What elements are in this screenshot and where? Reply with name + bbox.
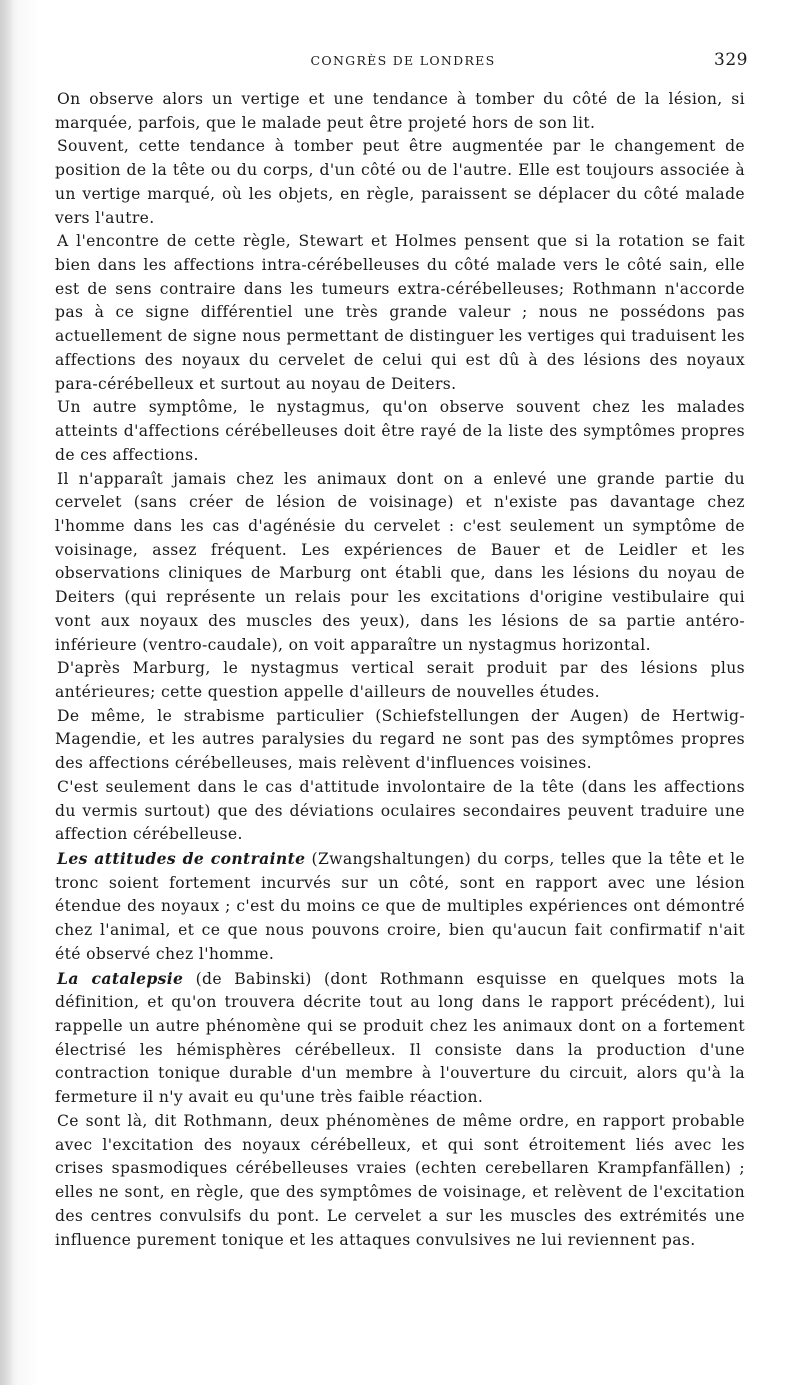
paragraph: Ce sont là, dit Rothmann, deux phénomènes de même ordre, en rapport probable avec l'excitation des noyaux cérébelleux, et qui sont étroitement liés avec les crises spasmodiques cérébelleuses vraies (echten cerebellaren Krampfanfällen) ; elles ne sont, en règle, que des symptômes de voisinage, et relèvent de l'excitation des centres convulsifs du pont. Le cervelet a sur les muscles des extrémités une influence purement tonique et les attaques convulsives ne lui reviennent pas. [55, 1111, 745, 1249]
page-binding-shadow [0, 0, 14, 1385]
page-header [58, 50, 748, 74]
paragraph: On observe alors un vertige et une tendance à tomber du côté de la lésion, si marquée, parfois, que le malade peut être projeté hors de son lit. [55, 90, 745, 132]
paragraph: Les attitudes de contrainte (Zwangshaltungen) du corps, telles que la tête et le tronc soient fortement incurvés sur un côté, sont en rapport avec une lésion étendue des noyaux ; c'est du moins ce que de multiples expériences ont démontré chez l'animal, et ce que nous pouvons croire, bien qu'aucun fait confirmatif n'ait été observé chez l'homme. [55, 849, 746, 963]
paragraph: La catalepsie (de Babinski) (dont Rothmann esquisse en quelques mots la définition, et qu'on trouvera décrite tout au long dans le rapport précédent), lui rappelle un autre phénomène qui se produit chez les animaux dont on a fortement électrisé les hémisphères cérébelleux. Il consiste dans la production d'une contraction tonique durable d'un membre à l'ouverture du circuit, alors qu'à la fermeture il n'y avait eu qu'une très faible réaction. [55, 968, 745, 1107]
paragraph: D'après Marburg, le nystagmus vertical serait produit par des lésions plus antérieures; cette question appelle d'ailleurs de nouvelles études. [55, 659, 745, 701]
paragraph: C'est seulement dans le cas d'attitude involontaire de la tête (dans les affections du vermis surtout) que des déviations oculaires secondaires peuvent traduire une affection cérébelleuse. [55, 777, 745, 844]
page-number: 329 [714, 50, 748, 70]
running-title: CONGRÈS DE LONDRES [310, 53, 496, 68]
paragraph: Un autre symptôme, le nystagmus, qu'on observe souvent chez les malades atteints d'affections cérébelleuses doit être rayé de la liste des symptômes propres de ces affections. [55, 398, 745, 464]
paragraph: Il n'apparaît jamais chez les animaux dont on a enlevé une grande partie du cervelet (sans créer de lésion de voisinage) et n'existe pas davantage chez l'homme dans les cas d'agénésie du cervelet : c'est seulement un symptôme de voisinage, assez fréquent. Les expériences de Bauer et de Leidler et les observations cliniques de Marburg ont établi que, dans les lésions du noyau de Deiters (qui représente un relais pour les excitations d'origine vestibulaire qui vont aux noyaux des muscles des yeux), dans les lésions de sa partie antéro-inférieure (ventro-caudale), on voit apparaître un nystagmus horizontal. [55, 469, 745, 654]
italic-lead: Les attitudes de contrainte [57, 849, 306, 868]
paragraph: De même, le strabisme particulier (Schiefstellungen der Augen) de Hertwig-Magendie, et les autres paralysies du regard ne sont pas des symptômes propres des affections cérébelleuses, mais relèvent d'influences voisines. [55, 706, 745, 773]
italic-lead: La catalepsie [57, 968, 184, 988]
paragraph: Souvent, cette tendance à tomber peut être augmentée par le changement de position de la tête ou du corps, d'un côté ou de l'autre. Elle est toujours associée à un vertige marqué, où les objets, en règle, paraissent se déplacer du côté malade vers l'autre. [55, 137, 745, 227]
paragraph: A l'encontre de cette règle, Stewart et Holmes pensent que si la rotation se fait bien dans les affections intra-cérébelleuses du côté malade vers le côté sain, elle est de sens contraire dans les tumeurs extra-cérébelleuses; Rothmann n'accorde pas à ce signe différentiel une très grande valeur ; nous ne possédons pas actuellement de signe nous permettant de distinguer les vertiges qui traduisent les affections des noyaux du cervelet de celui qui est dû à des lésions des noyaux para-cérébelleux et surtout au noyau de Deiters. [55, 232, 745, 393]
body-text [55, 88, 745, 1252]
